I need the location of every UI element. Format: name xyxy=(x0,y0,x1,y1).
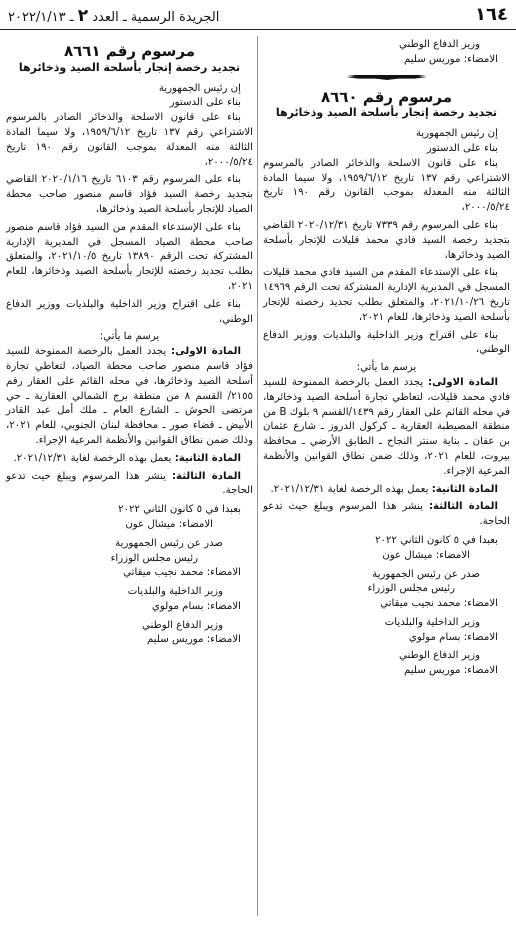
defense-title: وزير الدفاع الوطني xyxy=(142,619,223,631)
pm-signature: الامضاء: محمد نجيب ميقاتي xyxy=(123,567,241,579)
article-3-text: ينشر هذا المرسوم ويبلغ حيث تدعو الحاجة. xyxy=(6,470,253,497)
article-1 xyxy=(6,345,253,449)
preamble-president: إن رئيس الجمهورية xyxy=(158,82,241,94)
running-title xyxy=(8,6,219,26)
decrees-following: يرسم ما يأتي: xyxy=(356,362,417,374)
preamble-law: بناء على قانون الاسلحة والذخائر الصادر بالمرسوم الاشتراعي رقم ١٣٧ تاريخ ١٩٥٩/٦/١٢، ولا سيما المادة الثالثة منه المعدلة بموجب القانون رقم ١٩٠ تاريخ ٢٠٠٠/٥/٢٤، xyxy=(6,112,253,168)
decrees-following: يرسم ما يأتي: xyxy=(99,331,160,343)
defense-title: وزير الدفاع الوطني xyxy=(399,650,480,662)
preamble-proposal: بناء على اقتراح وزير الداخلية والبلديات ووزير الدفاع الوطني، xyxy=(6,298,253,325)
article-2-text: يعمل بهذه الرخصة لغاية ٢٠٢١/١٢/٣١. xyxy=(13,452,172,464)
preamble-constitution: بناء على الدستور xyxy=(169,97,241,109)
issued-by: صدر عن رئيس الجمهورية xyxy=(115,537,223,549)
article-1 xyxy=(263,376,510,480)
page-header xyxy=(0,0,516,30)
preamble-president: إن رئيس الجمهورية xyxy=(415,128,498,140)
interior-signature: الامضاء: بسام مولوي xyxy=(151,600,241,612)
issue-number: ٢ xyxy=(77,6,89,26)
preamble-law: بناء على قانون الاسلحة والذخائر الصادر بالمرسوم الاشتراعي رقم ١٣٧ تاريخ ١٩٥٩/٦/١٢، ولا سيما المادة الثالثة منه المعدلة بموجب القانون رقم ١٩٠ تاريخ ٢٠٠٠/٥/٢٤، xyxy=(263,157,510,214)
pm-title: رئيس مجلس الوزراء xyxy=(367,583,455,595)
president-signature: الامضاء: ميشال عون xyxy=(125,518,213,530)
date-line: بعبدا في ٥ كانون الثاني ٢٠٢٢ xyxy=(375,534,498,546)
decree-subtitle: تجديد رخصة إتجار بأسلحة الصيد وذخائرها xyxy=(18,60,241,74)
separator-ornament xyxy=(263,70,510,84)
issue-date: ـ ٢٠٢٢/١/١٣ xyxy=(8,10,74,25)
pm-signature: الامضاء: محمد نجيب ميقاتي xyxy=(380,598,498,610)
article-1-text: يجدد العمل بالرخصة الممنوحة للسيد فؤاد قاسم منصور صاحب محطة الصياد، لتعاطي تجارة أسلحة الصيد وذخائرها، في محله القائم على العقار رقم ٢١٥٥/ القسم ٨ من منطقة برج الشمالي العقارية ـ حي مرتضى الحوش ـ الشارع العام ـ ملك أمل عبد القادر الأبيض ـ قضاء صور ـ محافظة لبنان الجنوبي، للعام ٢٠٢١، وذلك ضمن نطاق القوانين والأنظمة المرعية الإجراء. xyxy=(6,346,254,446)
left-column xyxy=(6,38,253,648)
preamble-request: بناء على الإستدعاء المقدم من السيد فادي محمد قليلات المسجل في المديرية الإدارية المشتركة تحت الرقم ١٤٩٦٩ تاريخ ٢٠٢١/١٠/٢٦، والمتعلق بطلب تجديد رخصته للإتجار بأسلحة الصيد وذخائرها، للعام ٢٠٢١، xyxy=(263,267,511,323)
preamble-constitution: بناء على الدستور xyxy=(426,142,498,154)
prev-defense-title: وزير الدفاع الوطني xyxy=(399,39,480,50)
decree-subtitle: تجديد رخصة إتجار بأسلحة الصيد وذخائرها xyxy=(275,106,498,120)
president-signature: الامضاء: ميشال عون xyxy=(382,549,470,561)
defense-signature: الامضاء: موريس سليم xyxy=(147,634,241,646)
interior-title: وزير الداخلية والبلديات xyxy=(127,586,223,598)
prev-defense-signature: الامضاء: موريس سليم xyxy=(404,53,498,65)
article-2-text: يعمل بهذه الرخصة لغاية ٢٠٢١/١٢/٣١. xyxy=(270,483,429,495)
article-1-label: المادة الاولى: xyxy=(428,376,498,388)
preamble-proposal: بناء على اقتراح وزير الداخلية والبلديات ووزير الدفاع الوطني، xyxy=(263,329,510,356)
article-2-label: المادة الثانية: xyxy=(431,483,498,495)
article-2 xyxy=(263,483,510,498)
article-2-label: المادة الثانية: xyxy=(174,452,241,464)
right-column xyxy=(263,38,510,679)
preamble-prev-decree: بناء على المرسوم رقم ٦١٠٣ تاريخ ٢٠٢٠/١/١٦ القاضي بتجديد رخصة السيد فؤاد قاسم منصور صاحب محطة الصياد للإتجار بأسلحة الصيد وذخائرها، xyxy=(6,174,253,215)
article-3-text: ينشر هذا المرسوم ويبلغ حيث تدعو الحاجة. xyxy=(263,501,510,528)
column-divider xyxy=(257,36,258,916)
issued-by: صدر عن رئيس الجمهورية xyxy=(372,568,480,580)
article-3-label: المادة الثالثة: xyxy=(428,501,498,513)
defense-signature: الامضاء: موريس سليم xyxy=(404,665,498,677)
pm-title: رئيس مجلس الوزراء xyxy=(110,552,198,564)
interior-title: وزير الداخلية والبلديات xyxy=(384,616,480,628)
article-3-label: المادة الثالثة: xyxy=(171,470,241,482)
decree-title: مرسوم رقم ٨٦٦١ xyxy=(63,42,196,60)
interior-signature: الامضاء: بسام مولوي xyxy=(408,631,498,643)
article-1-text: يجدد العمل بالرخصة الممنوحة للسيد فادي محمد قليلات، لتعاطي تجارة أسلحة الصيد وذخائرها، في محله القائم على العقار رقم ١٤٣٩/القسم ٩ بلوك B من منطقة المصيطبة العقارية ـ كركول الدروز ـ شارع عثمان بن عفان ـ بناية سنتر النجاح ـ الطابق الأرضي ـ محافظة بيروت، للعام ٢٠٢١، وذلك ضمن نطاق القوانين والأنظمة المرعية الإجراء. xyxy=(263,376,510,477)
gazette-title: الجريدة الرسمية ـ العدد xyxy=(92,10,220,25)
preamble-request: بناء على الإستدعاء المقدم من السيد فؤاد قاسم منصور صاحب محطة الصياد المسجل في المديرية الإدارية المشتركة تحت الرقم ١٣٨٩٠ تاريخ ٢٠٢١/١٠/٥، والمتعلق بطلب تجديد رخصته للإتجار بأسلحة الصيد وذخائرها، للعام ٢٠٢١، xyxy=(6,221,253,292)
date-line: بعبدا في ٥ كانون الثاني ٢٠٢٢ xyxy=(118,504,241,516)
article-2 xyxy=(6,452,253,467)
preamble-prev-decree: بناء على المرسوم رقم ٧٣٣٩ تاريخ ٢٠٢٠/١٢/٣١ القاضي بتجديد رخصة السيد فادي محمد قليلات للإتجار بأسلحة الصيد وذخائرها، xyxy=(263,219,510,261)
page-number: ١٦٤ xyxy=(475,4,508,25)
article-1-label: المادة الاولى: xyxy=(171,346,241,358)
decree-title: مرسوم رقم ٨٦٦٠ xyxy=(320,87,453,106)
article-3 xyxy=(6,470,253,500)
article-3 xyxy=(263,500,510,530)
